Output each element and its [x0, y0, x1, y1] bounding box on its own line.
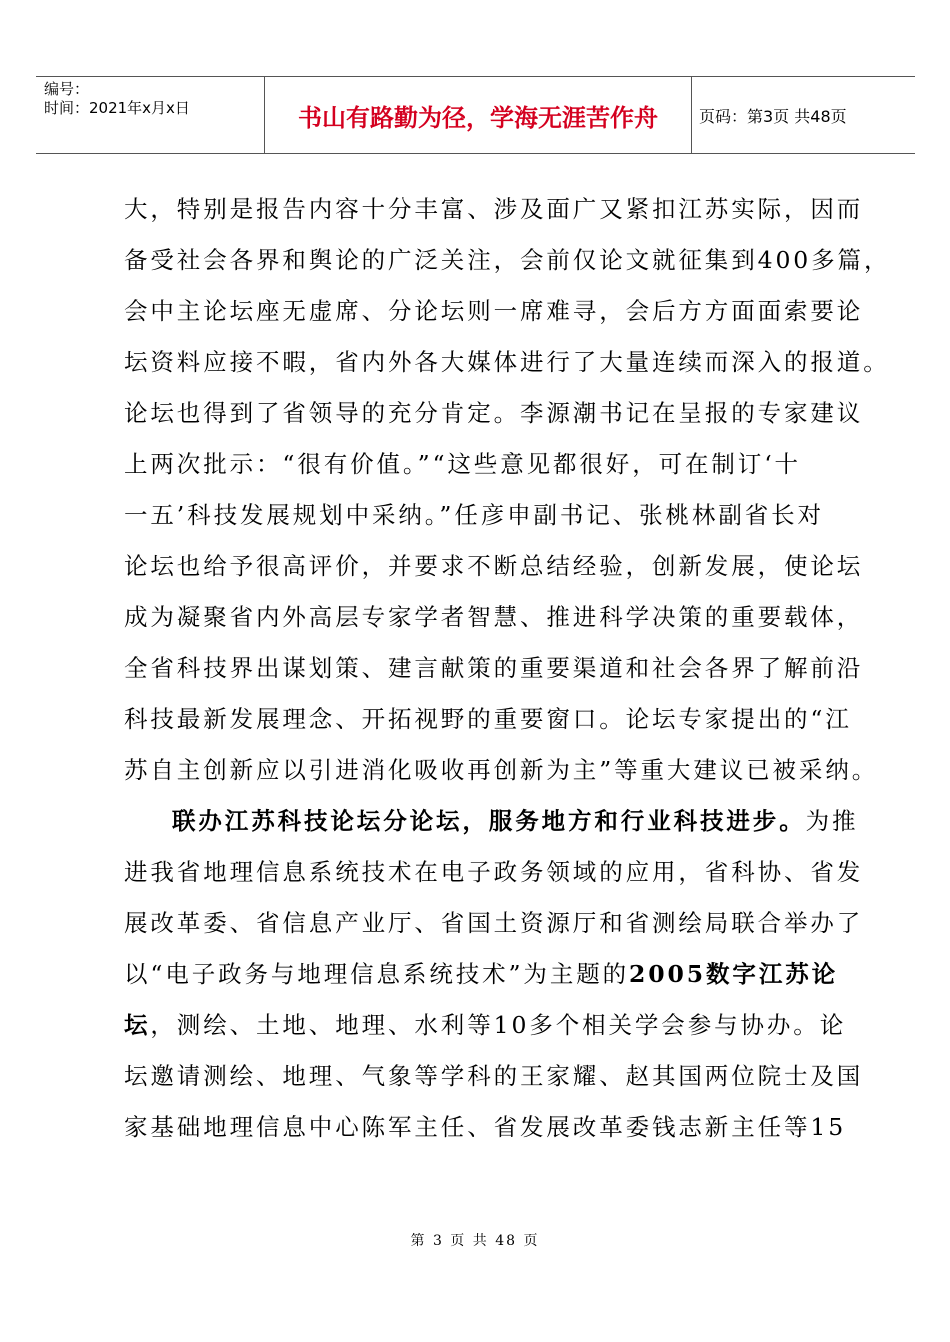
body-line: 苏自主创新应以引进消化吸收再创新为主”等重大建议已被采纳。: [124, 756, 879, 784]
number-label: 编号：: [44, 80, 90, 98]
body-line: 科技最新发展理念、开拓视野的重要窗口。论坛专家提出的“江: [124, 705, 852, 733]
page-header: [36, 76, 915, 154]
body-line: 成为凝聚省内外高层专家学者智慧、推进科学决策的重要载体，: [124, 603, 864, 631]
body-line: 会中主论坛座无虚席、分论坛则一席难寻，会后方方面面索要论: [124, 297, 864, 325]
body-line: 坛邀请测绘、地理、气象等学科的王家耀、赵其国两位院士及国: [124, 1062, 864, 1090]
body-line: 论坛也给予很高评价，并要求不断总结经验，创新发展，使论坛: [124, 552, 864, 580]
line-17-text: ，测绘、土地、地理、水利等10多个相关学会参与协办。论: [150, 1011, 847, 1039]
body-line: 全省科技界出谋划策、建言献策的重要渠道和社会各界了解前沿: [124, 654, 864, 682]
header-motto-cell: [265, 77, 692, 153]
time-label: 时间：2021年x月x日: [44, 99, 190, 117]
forum-name-bold: 2005数字江苏论: [629, 960, 839, 988]
body-line: 展改革委、省信息产业厅、省国土资源厅和省测绘局联合举办了: [124, 909, 864, 937]
body-line: 坛资料应接不暇，省内外各大媒体进行了大量连续而深入的报道。: [124, 348, 890, 376]
line-16-text: 以“电子政务与地理信息系统技术”为主题的: [124, 960, 630, 988]
document-body: [124, 184, 891, 1153]
body-line-16: [124, 949, 864, 1000]
body-line: 大，特别是报告内容十分丰富、涉及面广又紧扣江苏实际，因而: [124, 195, 864, 223]
body-line: 备受社会各界和舆论的广泛关注，会前仅论文就征集到400多篇，: [124, 246, 891, 274]
page-footer: 第 3 页 共 48 页: [410, 1233, 540, 1249]
body-line: 上两次批示：“很有价值。”“这些意见都很好，可在制订‘十: [124, 450, 801, 478]
header-meta: [36, 77, 265, 153]
body-line: 论坛也得到了省领导的充分肯定。李源潮书记在呈报的专家建议: [124, 399, 864, 427]
page-info-text: 页码：第3页 共48页: [699, 106, 847, 126]
body-line: 家基础地理信息中心陈军主任、省发展改革委钱志新主任等15: [124, 1113, 847, 1141]
forum-name-bold-end: 坛: [124, 1011, 151, 1039]
body-line: 一五’科技发展规划中采纳。”任彦申副书记、张桃林副省长对: [124, 501, 824, 529]
body-line-17: [124, 1000, 864, 1051]
paragraph-2-tail: 为推: [805, 807, 859, 835]
body-line: 进我省地理信息系统技术在电子政务领域的应用，省科协、省发: [124, 858, 864, 886]
paragraph-2-first-line: [124, 796, 864, 847]
header-page-info: [692, 77, 915, 153]
paragraph-2-heading: 联办江苏科技论坛分论坛，服务地方和行业科技进步。: [172, 807, 806, 835]
motto-text: 书山有路勤为径，学海无涯苦作舟: [298, 103, 658, 132]
